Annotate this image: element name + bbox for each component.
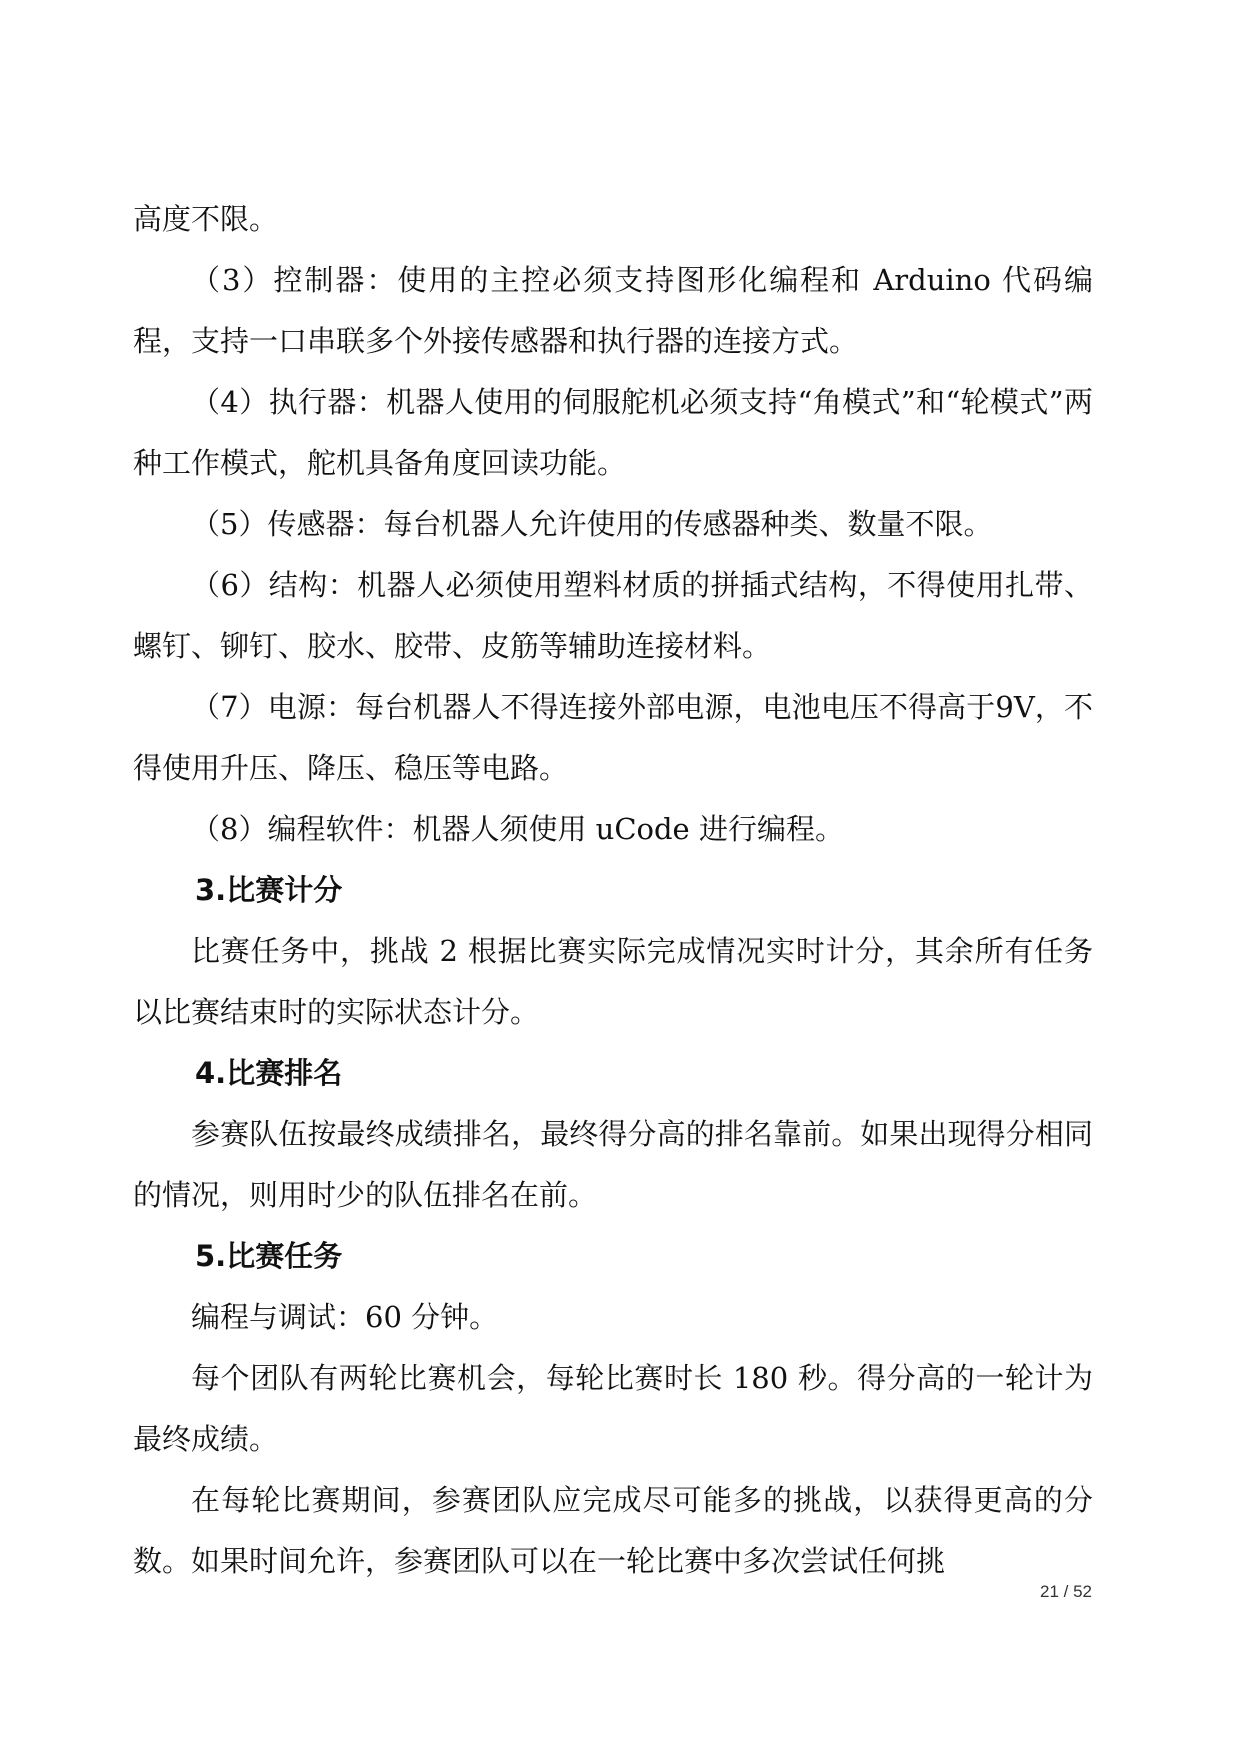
paragraph-structure: （6）结构：机器人必须使用塑料材质的拼插式结构，不得使用扎带、螺钉、铆钉、胶水、胶带、皮筋等辅助连接材料。 — [133, 568, 1093, 663]
paragraph-rounds: 每个团队有两轮比赛机会，每轮比赛时长 180 秒。得分高的一轮计为最终成绩。 — [133, 1361, 1093, 1456]
document-body — [133, 189, 1093, 1592]
heading-ranking: 4.比赛排名 — [195, 1056, 343, 1090]
page-number: 21 / 52 — [1040, 1582, 1092, 1601]
heading-tasks: 5.比赛任务 — [195, 1239, 343, 1273]
paragraph-height-unlimited: 高度不限。 — [133, 202, 279, 236]
paragraph-scoring: 比赛任务中，挑战 2 根据比赛实际完成情况实时计分，其余所有任务以比赛结束时的实际状态计分。 — [133, 934, 1093, 1029]
paragraph-actuator: （4）执行器：机器人使用的伺服舵机必须支持“角模式”和“轮模式”两种工作模式，舵机具备角度回读功能。 — [133, 385, 1093, 480]
paragraph-sensor: （5）传感器：每台机器人允许使用的传感器种类、数量不限。 — [191, 507, 993, 541]
paragraph-ranking: 参赛队伍按最终成绩排名，最终得分高的排名靠前。如果出现得分相同的情况，则用时少的队伍排名在前。 — [133, 1117, 1093, 1212]
paragraph-software: （8）编程软件：机器人须使用 uCode 进行编程。 — [191, 812, 844, 846]
paragraph-challenges: 在每轮比赛期间，参赛团队应完成尽可能多的挑战，以获得更高的分数。如果时间允许，参赛团队可以在一轮比赛中多次尝试任何挑 — [133, 1483, 1093, 1578]
paragraph-controller: （3）控制器：使用的主控必须支持图形化编程和 Arduino 代码编程，支持一口串联多个外接传感器和执行器的连接方式。 — [133, 263, 1093, 358]
paragraph-power: （7）电源：每台机器人不得连接外部电源，电池电压不得高于9V，不得使用升压、降压、稳压等电路。 — [133, 690, 1093, 785]
paragraph-programming-time: 编程与调试：60 分钟。 — [191, 1300, 499, 1334]
heading-scoring: 3.比赛计分 — [195, 873, 343, 907]
